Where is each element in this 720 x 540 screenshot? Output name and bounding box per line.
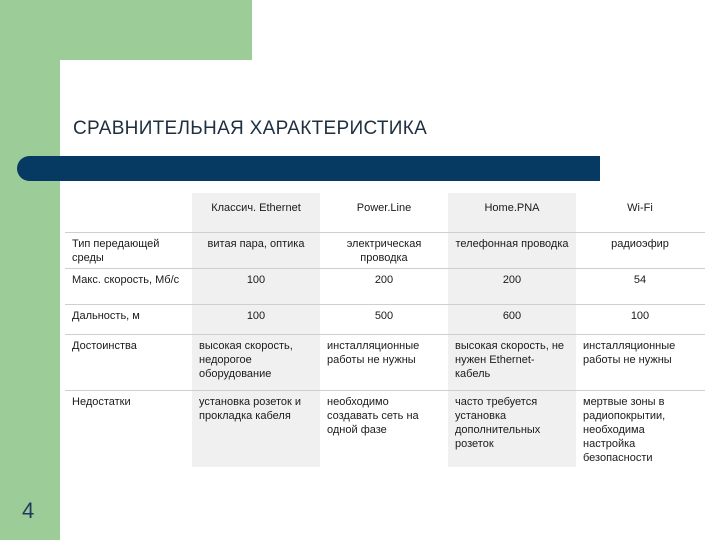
table-row [65,305,705,335]
table-cell: инсталляционные работы не нужны [583,340,676,366]
header-cell: Power.Line [356,202,412,214]
table-cell: высокая скорость, не нужен Ethernet-кабель [448,335,576,390]
table-cell: инсталляционные работы не нужны [327,340,420,366]
header-cell: Классич. Ethernet [192,193,320,232]
table-cell: витая пара, оптика [192,233,320,268]
table-row [65,335,705,391]
header-cell: Home.PNA [448,193,576,232]
comparison-table [65,193,705,467]
table-row [65,391,705,467]
table-cell: 100 [192,305,320,334]
slide-title: СРАВНИТЕЛЬНАЯ ХАРАКТЕРИСТИКА [73,118,428,139]
table-cell: 100 [192,269,320,304]
side-decor-bar [0,0,60,540]
table-cell: необходимо создавать сеть на одной фазе [327,396,419,436]
row-label: Дальность, м [72,310,140,322]
table-cell: электрическая проводка [346,238,422,264]
table-row [65,233,705,269]
table-cell: радиоэфир [611,238,669,250]
table-cell: установка розеток и прокладка кабеля [192,391,320,467]
table-cell: 600 [448,305,576,334]
table-cell: 500 [374,310,394,322]
table-header-row [65,193,705,233]
table-cell: высокая скорость, недорогое оборудование [192,335,320,390]
table-cell: мертвые зоны в радиопокрытии, необходима настройка безопасности [583,396,666,464]
table-cell: 100 [630,310,650,322]
table-cell: часто требуется установка дополнительных розеток [448,391,576,467]
table-cell: 200 [374,274,394,286]
header-cell-empty [65,193,192,232]
row-label: Тип передающей среды [72,238,160,264]
row-label: Достоинства [72,340,137,352]
table-cell: телефонная проводка [448,233,576,268]
decor-corner [60,60,120,120]
table-cell: 54 [633,274,647,286]
header-cell: Wi-Fi [627,202,653,214]
table-cell: 200 [448,269,576,304]
row-label: Макс. скорость, Мб/с [72,274,180,286]
title-underline-bar [17,156,600,181]
row-label: Недостатки [72,396,131,408]
table-row [65,269,705,305]
top-decor-bar [0,0,252,60]
slide-number: 4 [22,498,35,523]
